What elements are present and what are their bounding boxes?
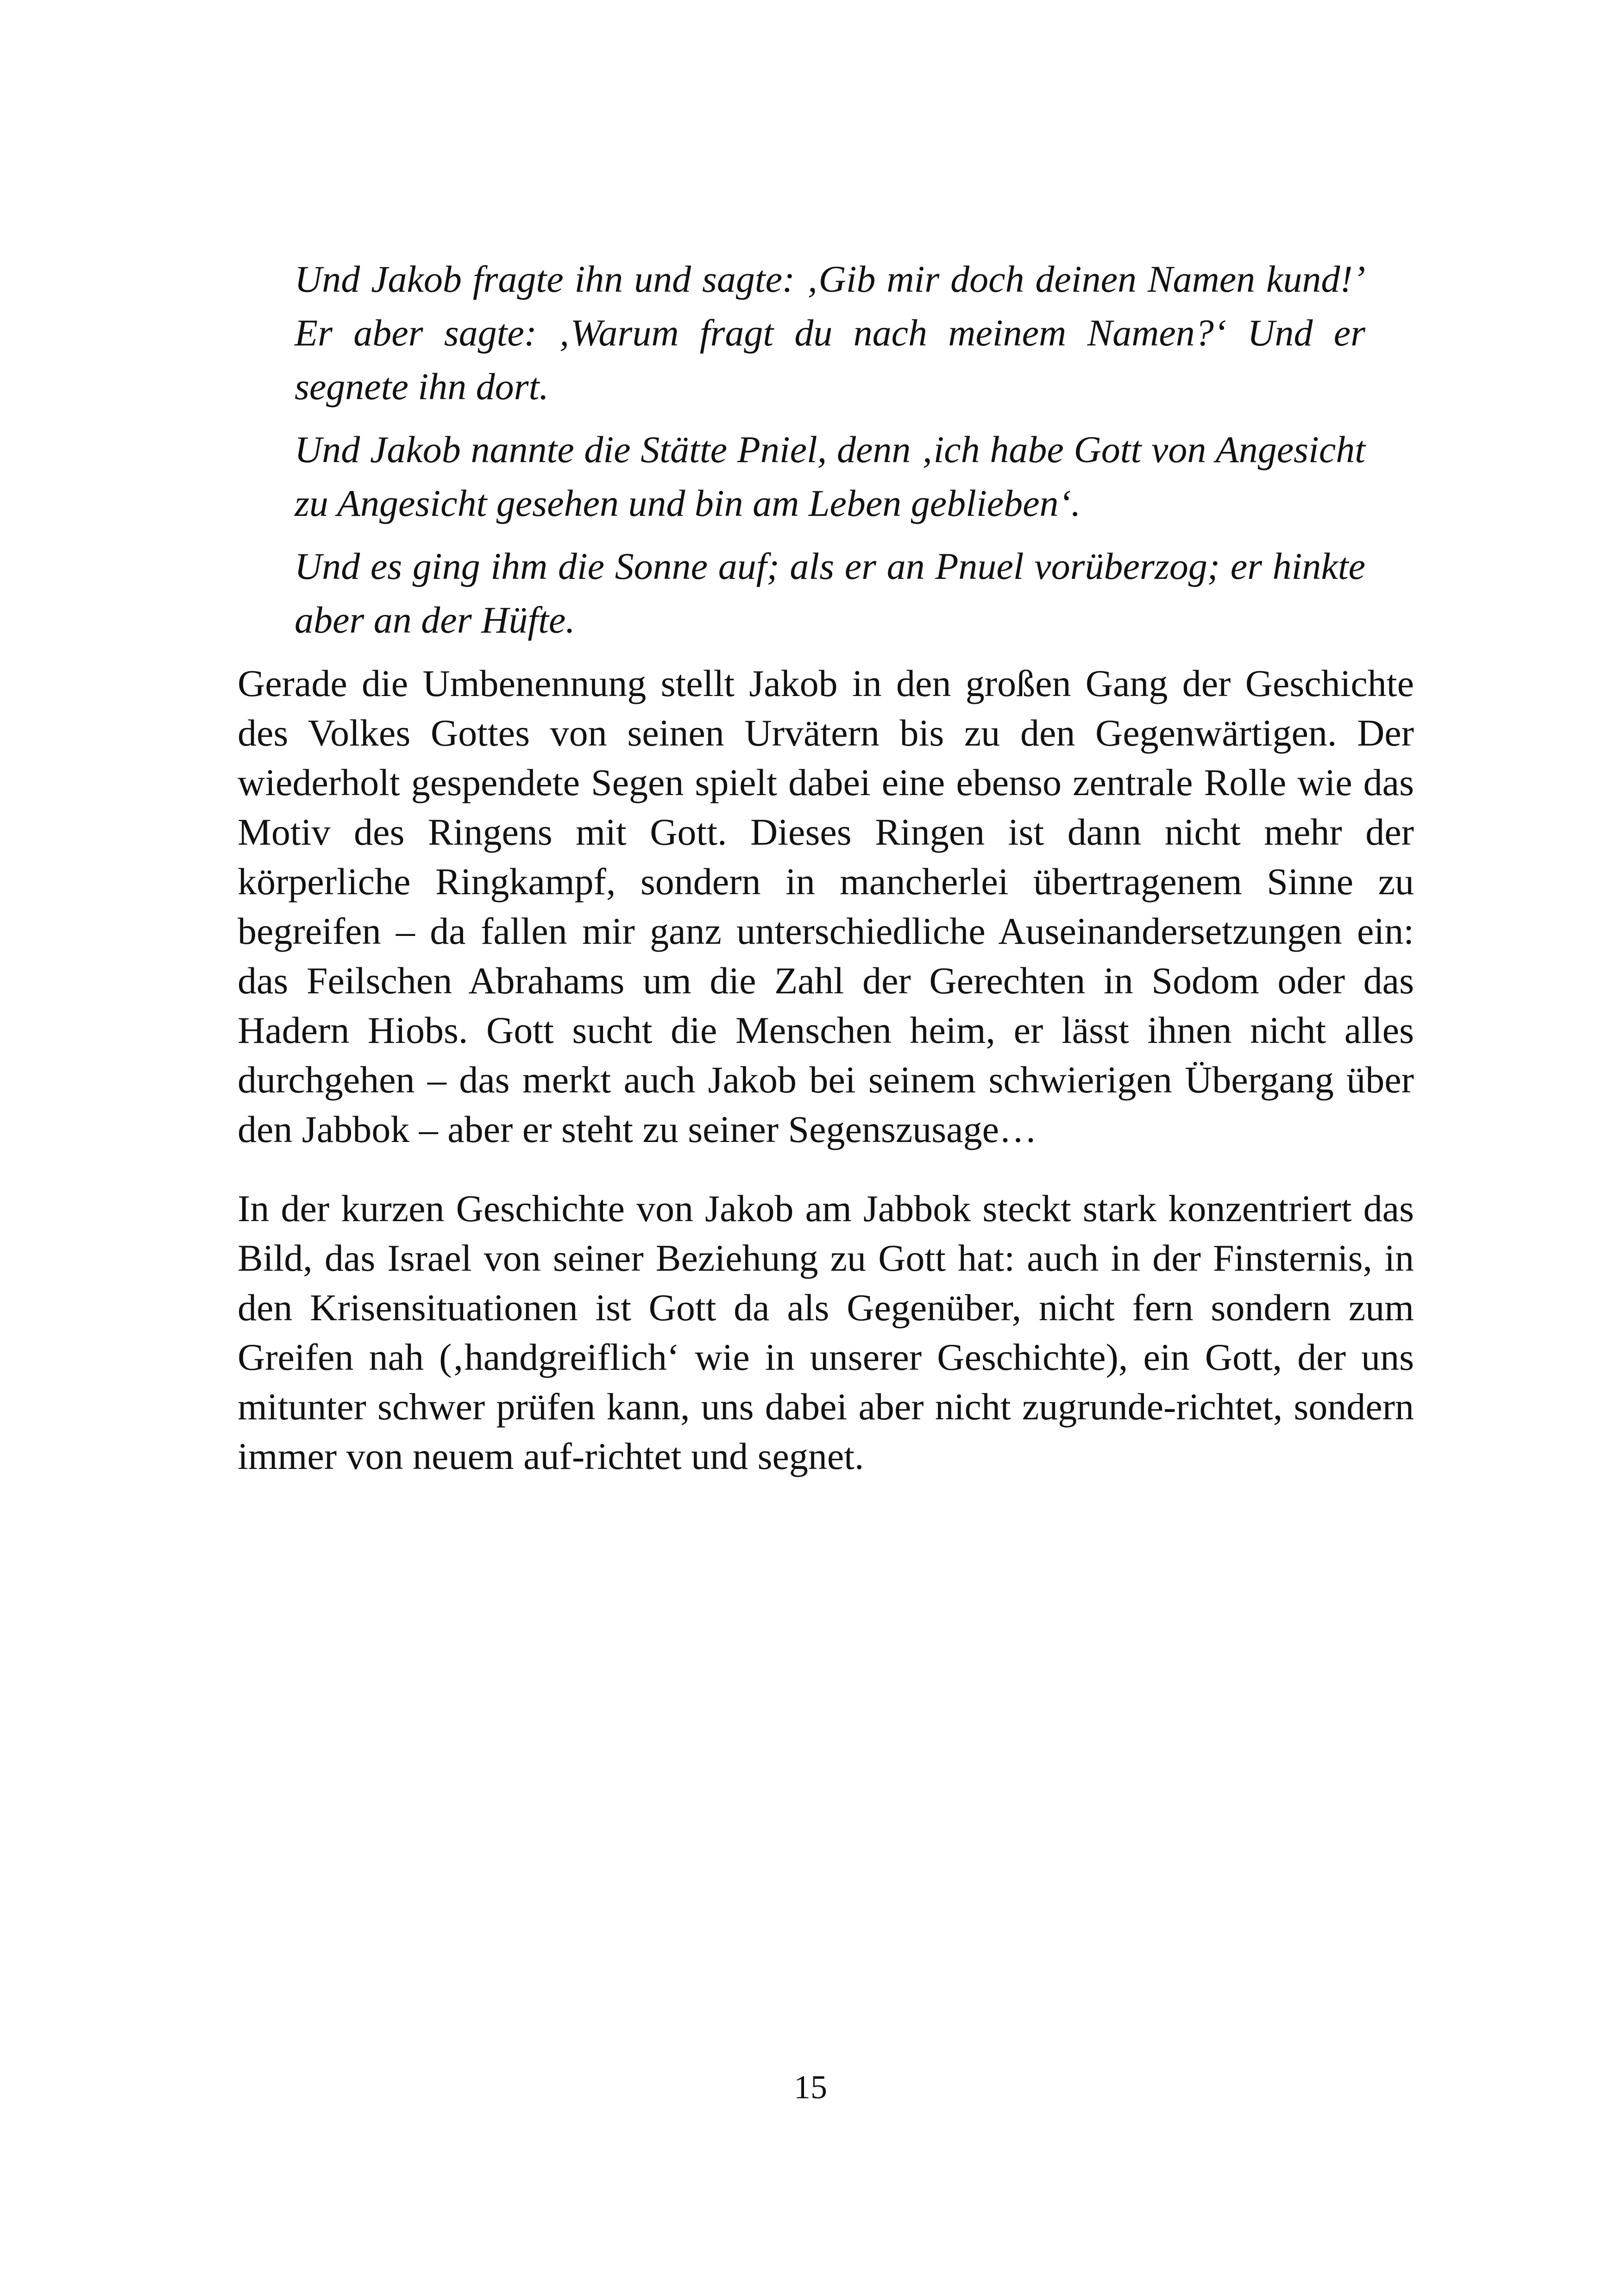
quote-paragraph: Und es ging ihm die Sonne auf; als er an Pnuel vorüberzog; er hinkte aber an der Hüfte. (295, 545, 1365, 641)
body-paragraph: In der kurzen Geschichte von Jakob am Jabbok steckt stark konzentriert das Bild, das Israel von seiner Beziehung zu Gott hat: auch in der Finsternis, in den Krisensituationen ist Gott da als Gegenüber, nicht fern sondern zum Greifen nah (‚handgreiflich‘ wie in unserer Geschichte), ein Gott, der uns mitunter schwer prüfen kann, uns dabei aber nicht zugrunde-richtet, sondern immer von neuem auf-richtet und segnet. (238, 1187, 1414, 1477)
scripture-quote (295, 252, 1365, 656)
page-number: 15 (794, 2069, 827, 2106)
quote-paragraph: Und Jakob fragte ihn und sagte: ‚Gib mir doch deinen Namen kund!’ Er aber sagte: ‚Warum fragt du nach meinem Namen?‘ Und er segnete ihn dort. (295, 258, 1365, 408)
body-paragraph: Gerade die Umbenennung stellt Jakob in den großen Gang der Geschichte des Volkes Gottes von seinen Urvätern bis zu den Gegenwärtigen. Der wiederholt gespendete Segen spielt dabei eine ebenso zentrale Rolle wie das Motiv des Ringens mit Gott. Dieses Ringen ist dann nicht mehr der körperliche Ringkampf, sondern in mancherlei übertragenem Sinne zu begreifen – da fallen mir ganz unterschiedliche Auseinandersetzungen ein: das Feilschen Abrahams um die Zahl der Gerechten in Sodom oder das Hadern Hiobs. Gott sucht die Menschen heim, er lässt ihnen nicht alles durchgehen – das merkt auch Jakob bei seinem schwierigen Übergang über den Jabbok – aber er steht zu seiner Segenszusage… (238, 662, 1414, 1150)
body-text (238, 659, 1414, 1511)
quote-paragraph: Und Jakob nannte die Stätte Pniel, denn ‚ich habe Gott von Angesicht zu Angesicht gesehen und bin am Leben geblieben‘. (295, 428, 1365, 524)
